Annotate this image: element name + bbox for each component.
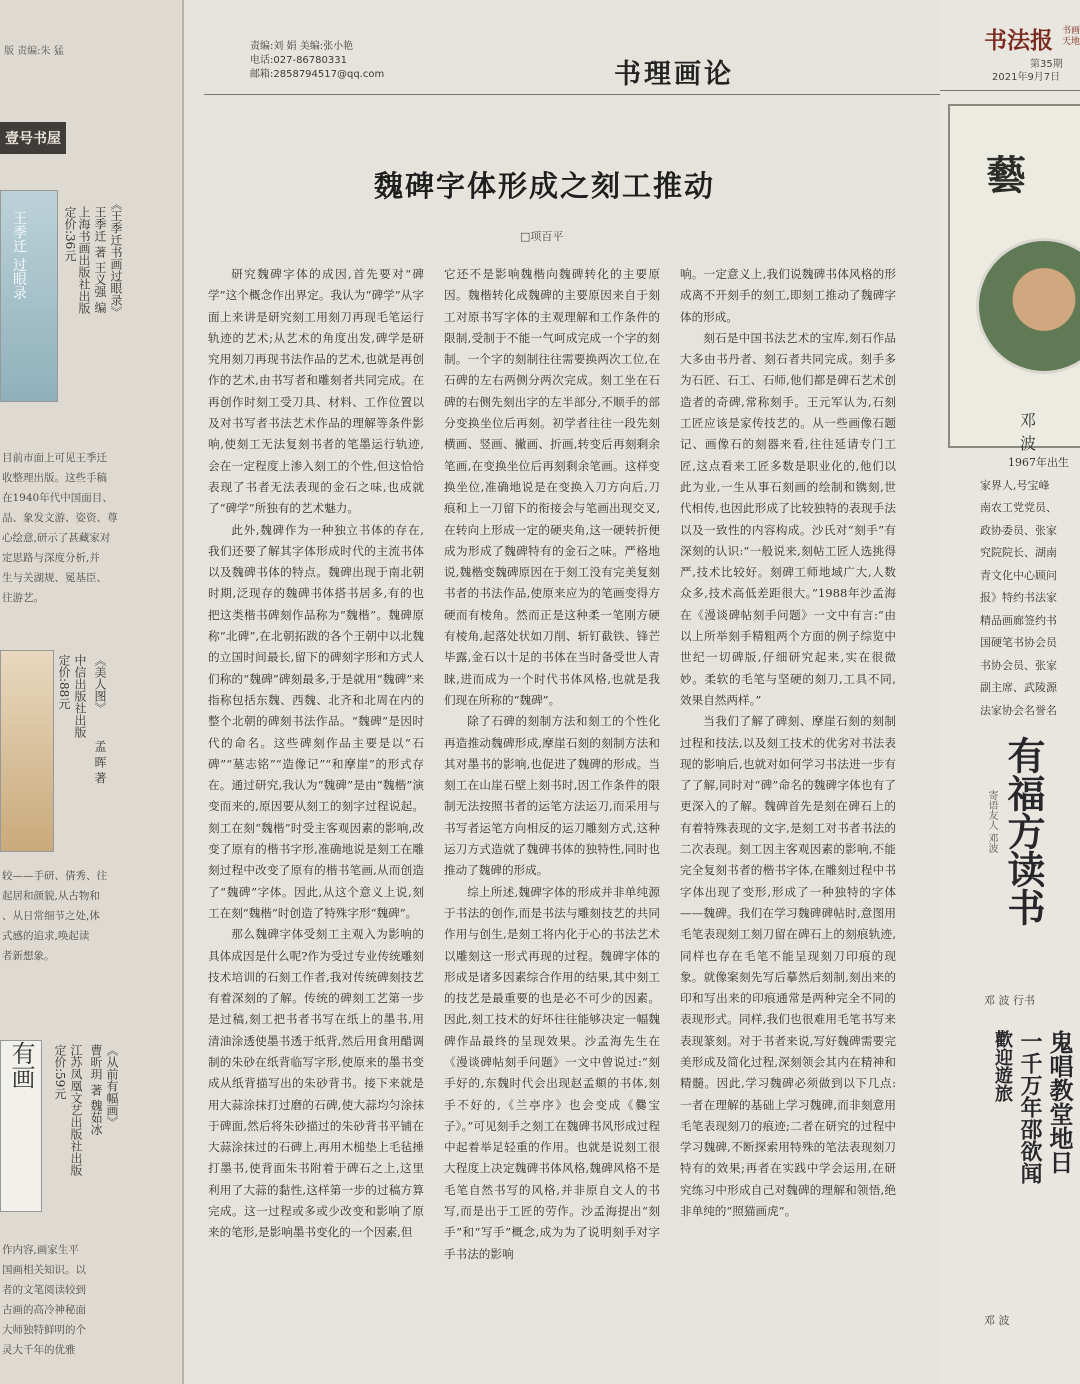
paragraph: 当我们了解了碑刻、摩崖石刻的刻制过程和技法,以及刻工技术的优劣对书法表现的影响后,也就对如何学习书法进一步有了了解,同时对“碑”命名的魏碑字体也有了更深入的了解。魏碑首先是刻在碑石上的有着特殊表现的文字,是刻工对书者书法的二次表现。刻工因主客观因素的影响,不能完全复刻书者的楷书字体,在雕刻过程中书字体出现了变形,形成了一种独特的字体——魏碑。我们在学习魏碑碑帖时,意图用毛笔表现刻工刻刀留在碑石上的刻痕轨迹,同样也存在毛笔不能呈现刻刀印痕的现象。就像案刻先写后摹然后刻制,刻出来的印和写出来的印痕通常是两种完全不同的表现形式。同样,我们也很难用毛笔书写来表现篆刻。对于书者来说,写好魏碑需要完美形成及简化过程,深刻领会其内在精神和精髓。因此,学习魏碑必须做到以下几点:一者在理解的基础上学习魏碑,而非刻意用毛笔表现刻刀的痕迹;二者在研究的过程中学习魏碑,不断探索用特殊的笔法表现刻刀特有的效果;再者在实践中学会运用,在研究练习中形成自己对魏碑的理解和领悟,绝非单纯的“照猫画虎”。 bbox=[680, 714, 896, 1219]
book3-price: 定价:59元 bbox=[53, 1044, 67, 1100]
intro-line: 国画相关知识。以 bbox=[2, 1264, 86, 1276]
calligraphy-work-2c: 歡迎遊旅 bbox=[992, 1030, 1013, 1102]
intro-line: 心绘意,研示了甚藏家对 bbox=[2, 532, 111, 544]
article-column-1 bbox=[208, 264, 424, 1382]
masthead-editor: 责编:刘 娟 美编:张小艳 bbox=[250, 41, 354, 52]
masthead-email: 邮箱:2858794517@qq.com bbox=[250, 69, 385, 80]
bio-line: 究院院长、湖南 bbox=[980, 546, 1057, 559]
main-page bbox=[184, 0, 940, 1384]
article-body bbox=[208, 264, 898, 1382]
bio-line: 南农工党党员、 bbox=[980, 501, 1057, 514]
intro-line: 起居和颜貌,从古物和 bbox=[2, 890, 100, 902]
book1-price: 定价:36元 bbox=[63, 206, 77, 262]
book-cover-3 bbox=[0, 1040, 42, 1212]
masthead-phone: 电话:027-86780331 bbox=[250, 55, 347, 66]
paragraph: 响。一定意义上,我们说魏碑书体风格的形成离不开刻手的刻工,即刻工推动了魏碑字体的形成。 bbox=[680, 267, 896, 324]
book2-price: 定价:88元 bbox=[57, 654, 71, 710]
header-rule bbox=[940, 90, 1080, 91]
column-title: 藝 bbox=[986, 152, 1026, 199]
section-title: 书理画论 bbox=[614, 59, 734, 90]
paragraph: 除了石碑的刻制方法和刻工的个性化再造推动魏碑形成,摩崖石刻的刻制方法和其对墨书的影响,也促进了魏碑的形成。当刻工在山崖石壁上刻书时,因工作条件的限制无法按照书者的运笔方法运刀,而采用与书写者运笔方向相反的运刀雕刻方式,这种运刀方式造就了魏碑书体的独特性,同时也推动了魏碑的形成。 bbox=[444, 714, 660, 878]
book-cover-2 bbox=[0, 650, 54, 852]
artist-name: 邓 波 bbox=[1020, 411, 1055, 453]
article-byline: □项百平 bbox=[520, 230, 564, 243]
article-title: 魏碑字体形成之刻工推动 bbox=[374, 169, 716, 203]
bio-line: 报》特约书法家 bbox=[980, 591, 1057, 604]
paragraph: 它还不是影响魏楷向魏碑转化的主要原因。魏楷转化成魏碑的主要原因来自于刻工对原书写字体的主观理解和工作条件的限制,受制于不能一气呵成完成一个字的刻制。一个字的刻制往往需要换两次工位,在石碑的左右两侧分两次完成。刻工坐在石碑的右侧先刻出字的左半部分,不顺手的部分变换坐位后再刻。初学者往往一段先刻横画、竖画、撇画、折画,转变后再刻剩余笔画,在变换坐位后再刻剩余笔画。这样变换坐位,准确地说是在变换入刀方向后,刀痕和上一刀留下的衔接会与笔画出现交叉,在转向上形成一定的硬夹角,这一硬转折便成为形成了魏碑特有的金石之味。严格地说,魏楷变魏碑原因在于刻工没有完美复刻书者的书法作品,使原来应为的笔画变得方硬而有棱角。然而正是这种柔一笔刚方硬有棱角,起落处状如刀削、斩钉截铁、锋芒毕露,金石以十足的书体在当时备受世人青睐,进而成为一个时代书体风格,也就是我们现在所称的“魏碑”。 bbox=[444, 267, 660, 707]
left-page-header: 版 责编:朱 猛 bbox=[4, 46, 64, 57]
bio-line: 青文化中心顾问 bbox=[980, 568, 1057, 582]
artist-bio bbox=[980, 452, 1080, 722]
paragraph: 那么魏碑字体受刻工主观入为影响的具体成因是什么呢?作为受过专业传统雕刻技术培训的石刻工作者,我对传统碑刻技艺有着深刻的了解。传统的碑刻工艺第一步是过稿,刻工把书者书写在纸上的墨书,用清油涂透使墨书透于纸背,然后用食用醋调制的朱砂在纸背临写字形,使原来的墨书变成从纸背描写出的朱砂背书。接下来就是用大蒜涂抹打过磨的石碑,使大蒜均匀涂抹于碑面,然后将朱砂描过的朱砂背书平铺在大蒜涂抹过的石碑上,再用木槌垫上毛毡捶打墨书,使背面朱书附着于碑石之上,这里利用了大蒜的黏性,这样第一步的过稿方算完成。这一过程或多或少改变和影响了原来的笔形,是影响墨书变化的一个因素,但 bbox=[208, 927, 424, 1240]
book3-title: 《从前有幅画》 bbox=[105, 1044, 119, 1128]
bio-line: 书协会员、张家 bbox=[980, 658, 1057, 672]
intro-line: 在1940年代中国面目、 bbox=[2, 492, 113, 504]
book3-intro bbox=[2, 1240, 178, 1360]
paragraph: 综上所述,魏碑字体的形成并非单纯源于书法的创作,而是书法与雕刻技艺的共同作用与创生,是刻工将内化于心的书法艺术以雕刻这一形式再现的过程。魏碑字体的形成是诸多因素综合作用的结果,其中刻工的技艺是最重要的也是必不可少的因素。因此,刻工技术的好坏往往能够决定一幅魏碑作品最终的呈现效果。沙孟海先生在《漫谈碑帖刻手问题》一文中曾说过:“刻手好的,东魏时代会出现赵孟頫的书体,刻手不好的,《兰亭序》也会变成《爨宝子》。”可见刻手之刻工在魏碑书风形成过程中起着举足轻重的作用。也就是说刻工很大程度上决定魏碑书体风格,魏碑风格不是毛笔自然书写的风格,并非原自文人的书写,而是出于工匠的劳作。沙孟海提出“刻手”和“写手”概念,成为为了说明刻手对字手书法的影响 bbox=[444, 884, 660, 1261]
article-column-3 bbox=[680, 264, 896, 1382]
bio-line: 副主席、武陵源 bbox=[980, 681, 1057, 694]
calligraphy-2-caption: 邓 波 bbox=[984, 1314, 1010, 1327]
book1-author: 王季迁 著 王义强 编 bbox=[93, 206, 107, 314]
intro-line: 古画的高冷神秘面 bbox=[2, 1304, 86, 1316]
book2-author: 孟 晖 著 bbox=[93, 740, 107, 784]
intro-line: 式感的追求,唤起读 bbox=[2, 930, 90, 942]
paragraph: 此外,魏碑作为一种独立书体的存在,我们还要了解其字体形成时代的主流书体以及魏碑书体的特点。魏碑出现于南北朝时期,泛现存的魏碑书体搭书居多,有的也把这类楷书碑刻作品称为“魏楷”。魏碑原称“北碑”,在北朝拓跋的各个王朝中以北魏的立国时间最长,留下的碑刻字形和方式人们称的“魏碑”碑刻最多,于是就用“魏碑”来指称包括东魏、西魏、北齐和北周在内的整个北朝的碑刻书法作品。“魏碑”是因时代的命名。这些碑刻作品主要是以“石碑”“墓志铭”“造像记”“和摩崖”的形式存在。通过研究,我认为“魏碑”是由“魏楷”演变而来的,原因要从刻工的刻字过程说起。刻工在刻“魏楷”时受主客观因素的影响,改变了原有的楷书字形,准确地说是刻工在雕刻过程中改变了原有的楷书笔画,从而创造了“魏碑”字体。因此,从这个意义上说,刻工在刻“魏楷”时创造了特殊字形“魏碑”。 bbox=[208, 522, 424, 920]
calligraphy-work-2a: 鬼唱教堂地日 bbox=[1045, 1030, 1074, 1174]
left-page bbox=[0, 0, 184, 1384]
intro-line: 收整理出版。这些手稿 bbox=[2, 472, 107, 484]
bio-line: 法家协会名誉名 bbox=[980, 703, 1057, 717]
intro-line: 作内容,画家生平 bbox=[2, 1244, 79, 1256]
masthead-info bbox=[250, 40, 384, 82]
book-cover-3-text: 有画 bbox=[7, 1041, 35, 1089]
book1-intro bbox=[2, 448, 178, 608]
intro-line: 品、象发文游、姿资、尊 bbox=[2, 512, 118, 524]
right-page bbox=[940, 0, 1080, 1384]
book2-publisher: 中信出版社出版 bbox=[73, 654, 87, 738]
intro-line: 者的文笔阅读较到 bbox=[2, 1284, 86, 1296]
intro-line: 大师独特鲜明的个 bbox=[2, 1324, 86, 1336]
calligraphy-work-2b: 一千万年邵欲闻 bbox=[1017, 1030, 1043, 1184]
paragraph: 刻石是中国书法艺术的宝库,刻石作品大多由书丹者、刻石者共同完成。刻手多为石匠、石工、石师,他们都是碑石艺术创造者的奇碑,常称刻手。王元军认为,石刻工匠应该是家传技艺的。从一些画像石题记、画像石的刻器来看,往往延请专门工匠,这点看来工匠多数是职业化的,他们以此为业,一生从事石刻画的绘制和镌刻,世代相传,也因此形成了比较独特的表现手法以及一致性的内容构成。沙氏对“刻手”有深刻的认识:“一般说来,刻帖工匠人选挑得严,技术比较好。刻碑工师地域广大,人数众多,技术高低差距很大。”1988年沙孟海在《漫谈碑帖刻手问题》一文中有言:“由以上所举刻手精粗两个方面的例子综览中世纪一切碑版,仔细研究起来,实在很微妙。柔软的毛笔与坚硬的刻刀,工具不同,效果自然两样。” bbox=[680, 330, 896, 707]
article-column-2 bbox=[444, 264, 660, 1382]
issue-date: 2021年9月7日 bbox=[992, 72, 1061, 83]
book2-title: 《美人图》 bbox=[93, 654, 107, 714]
bio-line: 家界人,号宝峰 bbox=[980, 478, 1050, 492]
intro-line: 生与关湖规、冕基臣、 bbox=[2, 572, 107, 584]
intro-line: 者新想象。 bbox=[2, 950, 55, 962]
bio-line: 1967年出生 bbox=[1008, 456, 1069, 469]
calligraphy-1-note: 寄语友人 邓波 bbox=[986, 790, 997, 854]
intro-line: 、从日常细节之处,体 bbox=[2, 910, 100, 922]
header-rule bbox=[204, 94, 940, 95]
book1-title: 《王季迁书画过眼录》 bbox=[109, 198, 123, 318]
paragraph: 研究魏碑字体的成因,首先要对“碑学”这个概念作出界定。我认为“碑学”从字面上来讲是研究刻工用刻刀再现毛笔运行轨迹的艺术;从艺术的角度出发,碑学是研究用刻刀再现书法作品的艺术,也就是再创作的艺术,由书写者和雕刻者共同完成。在再创作时刻工受刀具、材料、工作位置以及对书写者书法艺术作品的理解等条件影响,使刻工无法复刻书者的笔墨运行轨迹,会在一定程度上渗入刻工的个性,但这恰恰表现了书者无法表现的金石之味,也成就了“碑学”所独有的艺术魅力。 bbox=[208, 267, 424, 516]
intro-line: 较——手研、倩秀、往 bbox=[2, 870, 107, 882]
intro-line: 目前市面上可见王季迁 bbox=[2, 452, 107, 464]
calligraphy-1-caption: 邓 波 行书 bbox=[984, 994, 1035, 1007]
issue-number: 第35期 bbox=[1030, 59, 1063, 70]
bio-line: 政协委员、张家 bbox=[980, 523, 1057, 537]
book-cover-1 bbox=[0, 190, 58, 402]
newspaper-logo: 书法报 bbox=[984, 27, 1053, 54]
calligraphy-work-1: 有福方读书 bbox=[1001, 736, 1046, 926]
book3-publisher: 江苏凤凰文艺出版社出版 bbox=[69, 1044, 83, 1176]
book2-intro bbox=[2, 866, 178, 966]
intro-line: 灵大千年的优雅 bbox=[2, 1344, 76, 1356]
intro-line: 往游艺。 bbox=[2, 592, 44, 604]
bio-line: 精品画廊签约书 bbox=[980, 613, 1057, 627]
newspaper-logo-side: 书画天地 bbox=[1062, 26, 1080, 47]
intro-line: 定思路与深度分析,并 bbox=[2, 552, 100, 564]
book1-publisher: 上海书画出版社出版 bbox=[77, 206, 91, 314]
bookshelf-banner: 壹号书屋 bbox=[0, 122, 66, 154]
book-cover-1-text: 王季迁 过眼录 bbox=[11, 211, 27, 300]
book3-author: 曹昕玥 著 魏茹冰 bbox=[89, 1044, 103, 1136]
bio-line: 国硬笔书协会员 bbox=[980, 636, 1057, 649]
